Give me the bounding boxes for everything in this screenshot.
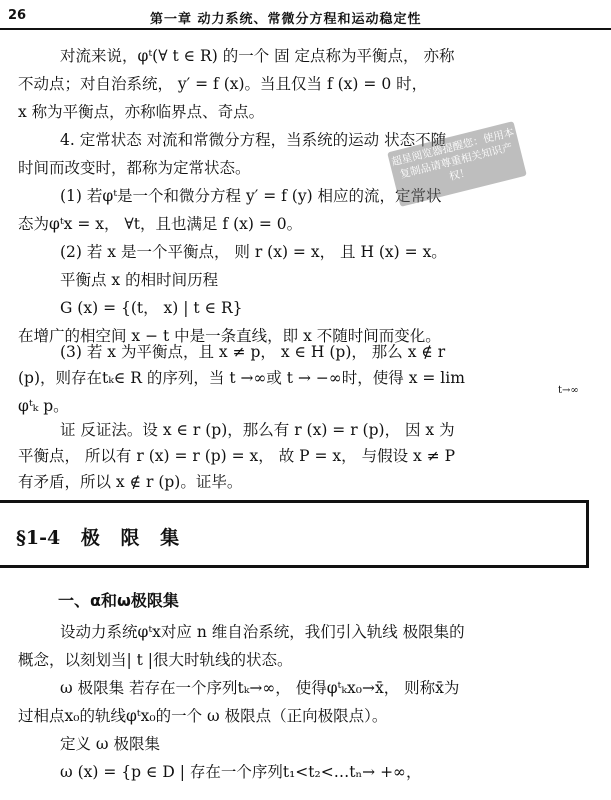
body-line: ω 极限集 若存在一个序列tₖ→∞， 使得φᵗₖx₀→x̄， 则称x̄为 — [60, 679, 460, 697]
watermark: 超星阅览器提醒您：使用本复制品请尊重相关知识产权！ — [387, 121, 527, 207]
body-line: 在增广的相空间 x − t 中是一条直线，即 x 不随时间而变化。 — [18, 327, 441, 345]
header-rule — [0, 28, 611, 30]
subsection-title: 一、α和ω极限集 — [58, 591, 179, 610]
body-line: 平衡点 x 的相时间历程 — [60, 271, 219, 289]
body-line: x 称为平衡点，亦称临界点、奇点。 — [18, 103, 265, 121]
section-title: §1-4 极 限 集 — [16, 527, 180, 549]
body-line: (p)，则存在tₖ∈ R 的序列，当 t →∞或 t → −∞时，使得 x = lim — [18, 369, 465, 387]
body-line: 态为φᵗx = x， ∀t，且也满足 f (x) = 0。 — [18, 215, 303, 233]
page-number: 26 — [8, 8, 27, 23]
proof-line: 平衡点， 所以有 r (x) = r (p) = x， 故 P = x， 与假设 x ≠ P — [18, 447, 456, 465]
running-head: 第一章 动力系统、常微分方程和运动稳定性 — [150, 12, 422, 27]
body-line: φᵗₖ p。 — [18, 397, 69, 415]
body-line: 4. 定常状态 对流和常微分方程，当系统的运动 状态不随 — [60, 131, 447, 149]
body-line: 时间而改变时，都称为定常状态。 — [18, 159, 251, 177]
body-line: 不动点；对自治系统， y′ = f (x)。当且仅当 f (x) = 0 时， — [18, 75, 428, 93]
proof-line: 证 反证法。设 x ∈ r (p)，那么有 r (x) = r (p)， 因 x 为 — [60, 421, 455, 439]
body-line: (3) 若 x 为平衡点，且 x ≠ p， x ∈ H (p)， 那么 x ∉ r — [60, 343, 446, 361]
body-line: (2) 若 x 是一个平衡点， 则 r (x) = x， 且 H (x) = x。 — [60, 243, 447, 261]
body-line: (1) 若φᵗ是一个和微分方程 y′ = f (y) 相应的流，定常状 — [60, 187, 442, 205]
proof-line: 有矛盾，所以 x ∉ r (p)。证毕。 — [18, 473, 243, 491]
body-line: 定义 ω 极限集 — [60, 735, 160, 753]
section-heading-box — [0, 500, 589, 568]
equation-line: G (x) = {(t， x) | t ∈ R} — [60, 299, 243, 317]
limit-subscript: t→∞ — [558, 385, 579, 396]
body-line: 对流来说，φᵗ(∀ t ∈ R) 的一个 固 定点称为平衡点， 亦称 — [60, 47, 455, 65]
body-line: 设动力系统φᵗx对应 n 维自治系统，我们引入轨线 极限集的 — [60, 623, 465, 641]
body-line: 过相点x₀的轨线φᵗx₀的一个 ω 极限点（正向极限点）。 — [18, 707, 388, 725]
body-line: 概念，以刻划当| t |很大时轨线的状态。 — [18, 651, 293, 669]
page-header — [0, 6, 611, 30]
equation-line: ω (x) = {p ∈ D | 存在一个序列t₁<t₂<…tₙ→ +∞， — [60, 763, 422, 781]
